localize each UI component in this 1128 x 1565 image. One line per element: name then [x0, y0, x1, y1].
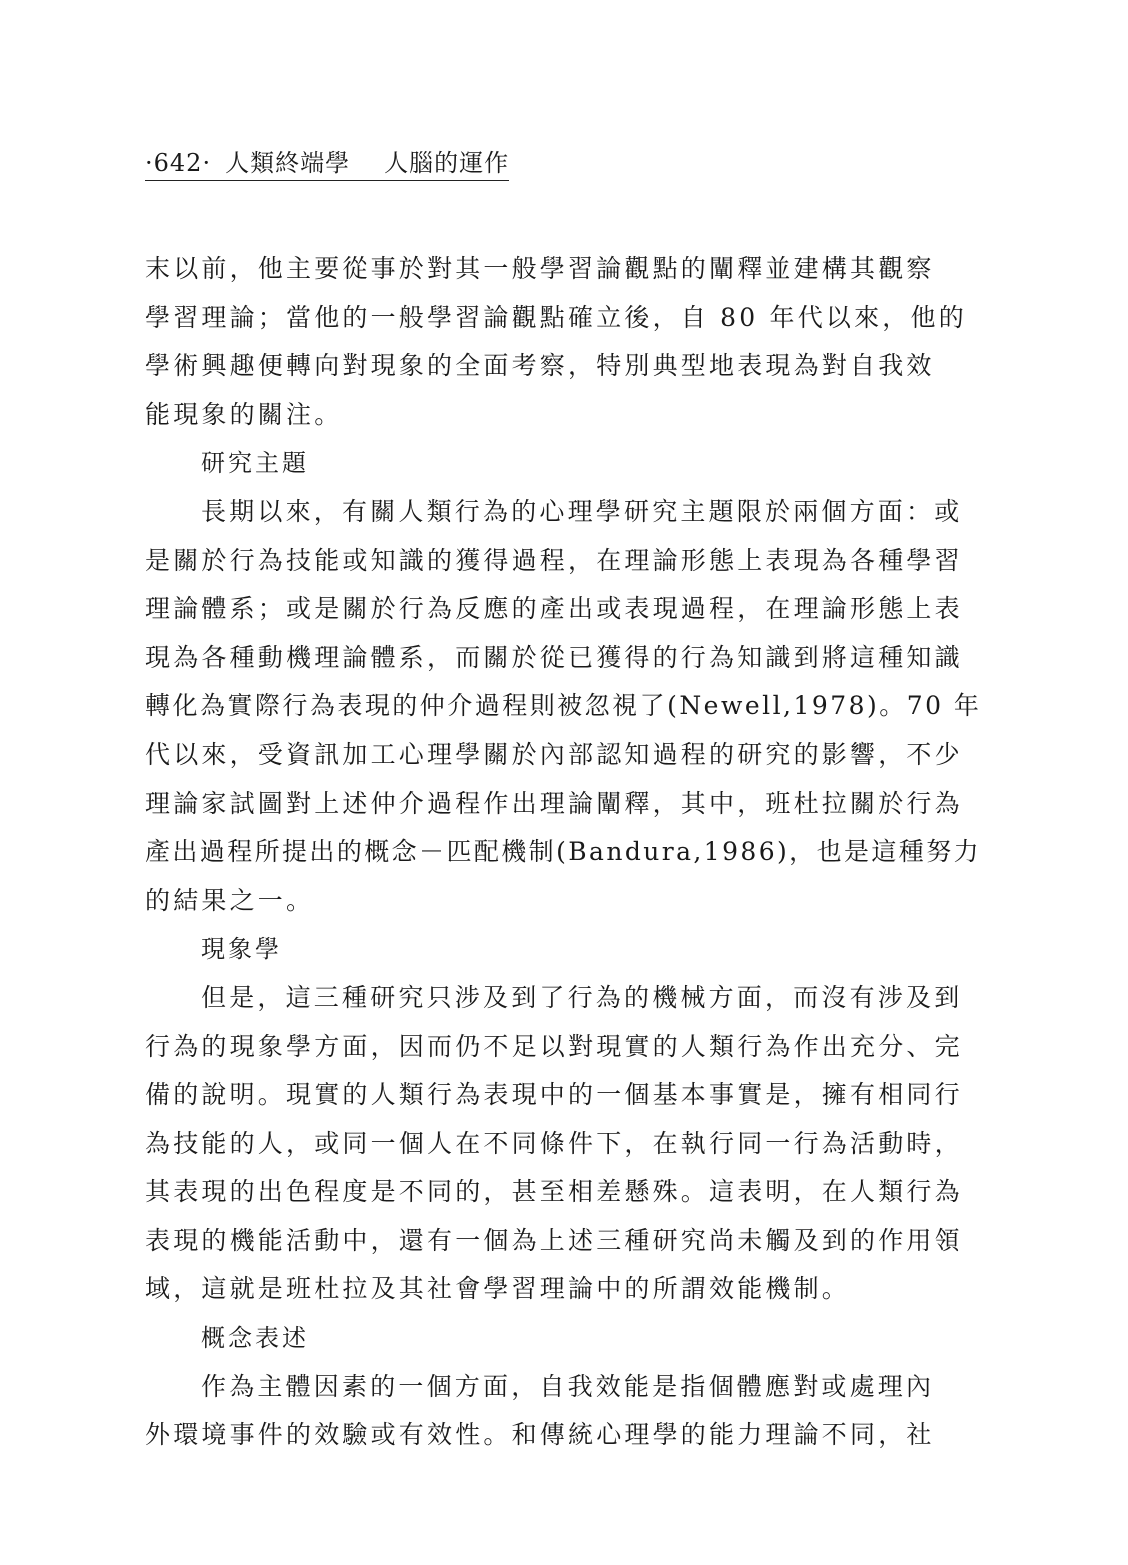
paragraph-first-line: 作為主體因素的一個方面，自我效能是指個體應對或處理內 — [201, 1371, 935, 1401]
text-line: 代以來，受資訊加工心理學關於內部認知過程的研究的影響，不少 — [145, 739, 963, 769]
text-line: 理論家試圖對上述仲介過程作出理論闡釋，其中，班杜拉關於行為 — [145, 788, 963, 818]
text-line: 外環境事件的效驗或有效性。和傳統心理學的能力理論不同，社 — [145, 1420, 935, 1450]
text-line: 學術興趣便轉向對現象的全面考察，特別典型地表現為對自我效 — [145, 351, 935, 381]
text-line: 表現的機能活動中，還有一個為上述三種研究尚未觸及到的作用領 — [145, 1225, 963, 1255]
text-line: 域，這就是班杜拉及其社會學習理論中的所謂效能機制。 — [145, 1274, 851, 1304]
text-line: 其表現的出色程度是不同的，甚至相差懸殊。這表明，在人類行為 — [145, 1177, 963, 1207]
text-line: 是關於行為技能或知識的獲得過程，在理論形態上表現為各種學習 — [145, 545, 963, 575]
paragraph-first-line: 長期以來，有關人類行為的心理學研究主題限於兩個方面：或 — [201, 496, 963, 526]
text-line: 為技能的人，或同一個人在不同條件下，在執行同一行為活動時， — [145, 1128, 963, 1158]
section-heading: 概念表述 — [201, 1324, 309, 1353]
text-line: 現為各種動機理論體系，而關於從已獲得的行為知識到將這種知識 — [145, 642, 963, 672]
text-line: 的結果之一。 — [145, 885, 315, 915]
text-line: 理論體系；或是關於行為反應的產出或表現過程，在理論形態上表 — [145, 594, 963, 624]
body-text — [145, 245, 985, 1460]
text-line: 學習理論；當他的一般學習論觀點確立後，自 80 年代以來，他的 — [145, 302, 967, 332]
text-line: 行為的現象學方面，因而仍不足以對現實的人類行為作出充分、完 — [145, 1031, 963, 1061]
running-header — [145, 146, 509, 181]
text-line: 產出過程所提出的概念－匹配機制(Bandura,1986)，也是這種努力 — [145, 837, 982, 867]
book-title: 人類終端學 — [225, 149, 351, 177]
section-heading: 研究主題 — [201, 449, 309, 478]
paragraph-first-line: 但是，這三種研究只涉及到了行為的機械方面，而沒有涉及到 — [201, 982, 963, 1012]
text-line: 末以前，他主要從事於對其一般學習論觀點的闡釋並建構其觀察 — [145, 254, 935, 283]
page-number: ·642· — [145, 149, 212, 177]
text-line: 轉化為實際行為表現的仲介過程則被忽視了(Newell,1978)。70 年 — [145, 691, 982, 721]
text-line: 能現象的關注。 — [145, 399, 343, 429]
text-line: 備的說明。現實的人類行為表現中的一個基本事實是，擁有相同行 — [145, 1080, 963, 1110]
section-heading: 現象學 — [201, 935, 282, 964]
chapter-title: 人腦的運作 — [384, 149, 510, 177]
